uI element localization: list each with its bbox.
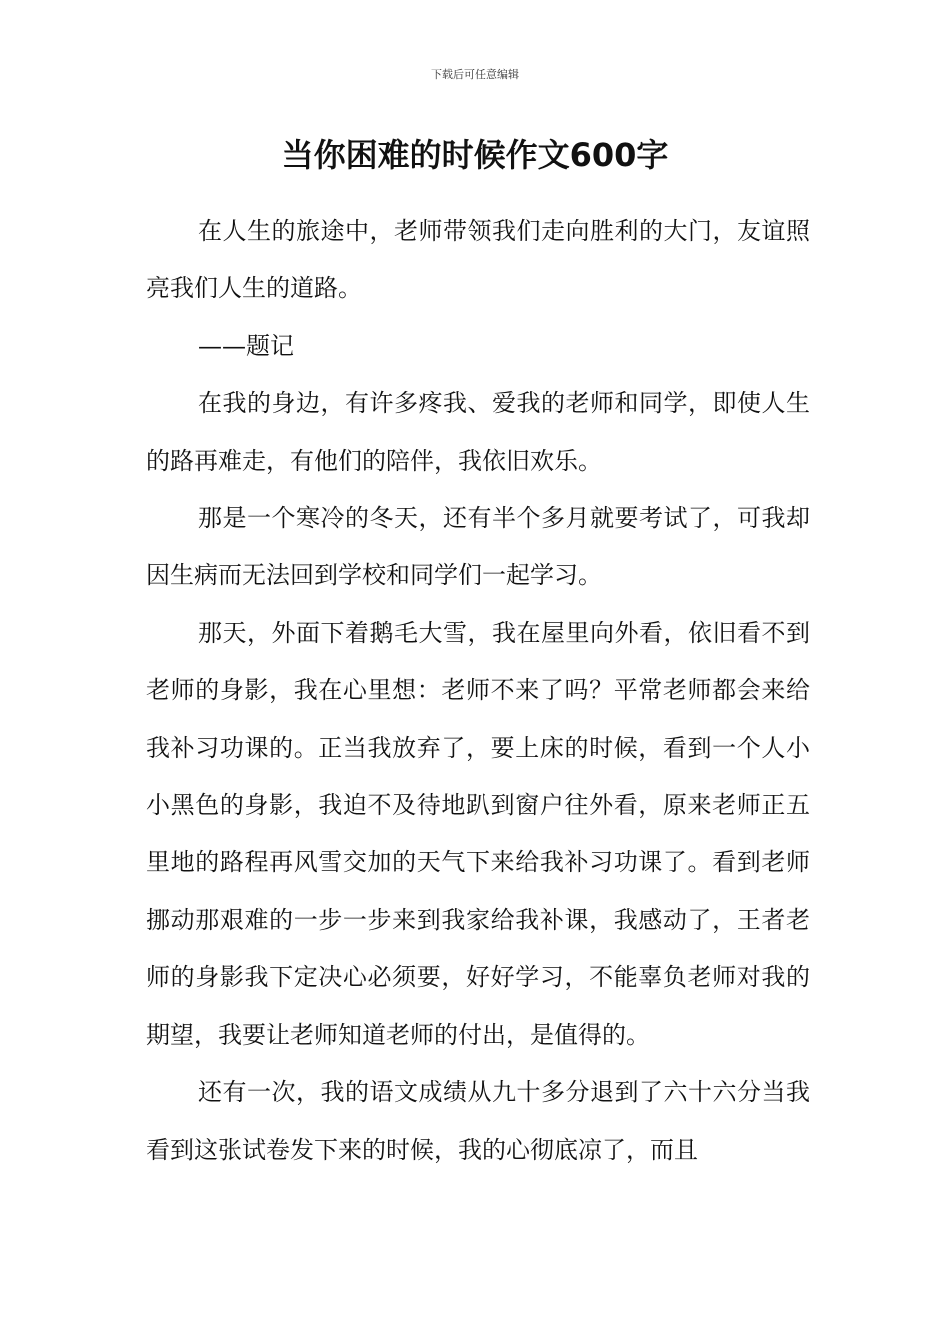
paragraph-companions: 在我的身边，有许多疼我、爱我的老师和同学，即使人生的路再难走，有他们的陪伴，我依旧欢乐。	[146, 389, 810, 475]
paragraph-snow-day: 那天，外面下着鹅毛大雪，我在屋里向外看，依旧看不到老师的身影，我在心里想：老师不来了吗？平常老师都会来给我补习功课的。正当我放弃了，要上床的时候，看到一个人小小黑色的身影，我迫不及待地趴到窗户往外看，原来老师正五里地的路程再风雪交加的天气下来给我补习功课了。看到老师挪动那艰难的一步一步来到我家给我补课，我感动了，王者老师的身影我下定决心必须要，好好学习，不能辜负老师对我的期望，我要让老师知道老师的付出，是值得的。	[146, 618, 810, 1049]
paragraph-exam-score: 还有一次，我的语文成绩从九十多分退到了六十六分当我看到这张试卷发下来的时候，我的心彻底凉了，而且	[146, 1078, 810, 1164]
paragraph-epigraph-signature: ——题记	[198, 331, 294, 360]
paragraph-intro: 在人生的旅途中，老师带领我们走向胜利的大门，友谊照亮我们人生的道路。	[146, 217, 810, 303]
document-body	[146, 203, 810, 1179]
paragraph-winter: 那是一个寒冷的冬天，还有半个多月就要考试了，可我却因生病而无法回到学校和同学们一起学习。	[146, 504, 810, 590]
header-note: 下载后可任意编辑	[431, 68, 519, 81]
document-title: 当你困难的时候作文600字	[281, 136, 669, 174]
